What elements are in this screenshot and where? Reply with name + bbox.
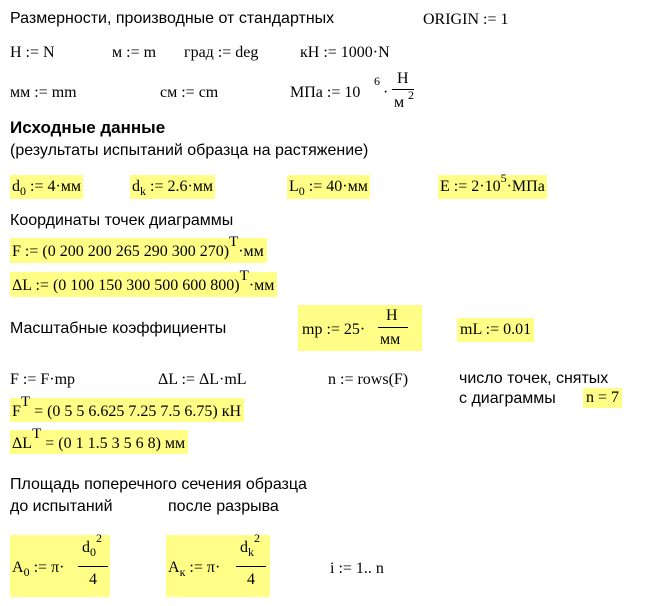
unit-degree[interactable]: град := deg: [184, 44, 259, 61]
mpa-lhs: МПа := 10: [290, 84, 361, 101]
Ak-numerator: $d_k^2$: [240, 531, 260, 559]
unit-kilonewton[interactable]: кН := 1000·N: [300, 44, 390, 61]
calc-n-rows[interactable]: n := rows(F): [328, 371, 409, 388]
A0-numerator: $d_0^2$: [82, 531, 102, 559]
mp-numerator: Н: [386, 307, 398, 324]
calc-dL-scaled[interactable]: ΔL := ΔL·mL: [158, 371, 247, 388]
input-E[interactable]: E := $2\cdot 10^5\cdot МПа$: [438, 175, 547, 199]
mpa-numerator: Н: [397, 70, 409, 87]
area-after-label: после разрыва: [168, 498, 279, 515]
formula-A0[interactable]: [10, 531, 110, 597]
dimensions-label: Размерности, производные от стандартных: [10, 10, 335, 27]
result-F-transposed[interactable]: FT = (0 5 5 6.625 7.25 7.5 6.75) кН: [10, 398, 244, 422]
input-dk[interactable]: $d_k$ := 2.6·мм: [130, 175, 215, 199]
mp-lhs: mp := 25·: [302, 321, 366, 338]
A0-denominator: 4: [89, 571, 97, 588]
input-L0[interactable]: $L_0$ := 40·мм: [287, 175, 370, 199]
Ak-denominator: 4: [247, 571, 255, 588]
unit-meter[interactable]: м := m: [112, 44, 157, 61]
Ak-fraction-bar: [236, 566, 266, 567]
formula-Ak[interactable]: [166, 531, 270, 597]
result-dL-transposed[interactable]: ΔLT = (0 1 1.5 3 5 6 8) мм: [10, 430, 188, 454]
origin-definition[interactable]: ORIGIN := 1: [423, 11, 509, 28]
unit-megapascal[interactable]: [290, 70, 430, 126]
scale-label: Масштабные коэффициенты: [10, 320, 227, 337]
input-d0[interactable]: $d_0$ := 4·мм: [10, 175, 83, 199]
mpa-den-exponent: 2: [408, 88, 414, 102]
mp-fraction-bar: [378, 327, 408, 328]
calc-F-scaled[interactable]: F := F·mp: [10, 371, 76, 388]
section-heading: Исходные данные: [10, 118, 166, 137]
A0-fraction-bar: [78, 566, 108, 567]
mpa-denominator: м: [394, 94, 405, 111]
note-from-diagram: с диаграммы: [459, 390, 556, 407]
section-subtitle: (результаты испытаний образца на растяжение): [10, 142, 369, 159]
unit-newton[interactable]: Н := N: [10, 44, 55, 61]
range-variable-i[interactable]: i := 1.. n: [330, 560, 384, 577]
coordinates-label: Координаты точек диаграммы: [10, 212, 234, 229]
unit-centimeter[interactable]: см := cm: [160, 84, 219, 101]
result-n[interactable]: n = 7: [583, 388, 622, 408]
unit-millimeter[interactable]: мм := mm: [10, 84, 77, 101]
mp-denominator: мм: [380, 331, 401, 348]
mpa-exponent: 6: [374, 74, 380, 88]
input-F-vector[interactable]: F := (0 200 200 265 290 300 270)T·мм: [10, 238, 267, 263]
A0-lhs: $A_0$ := π·: [12, 559, 65, 579]
note-points-count: число точек, снятых: [459, 370, 609, 387]
area-label: Площадь поперечного сечения образца: [10, 476, 307, 493]
mpa-dot: ·: [383, 84, 389, 101]
input-mp[interactable]: [298, 305, 422, 351]
Ak-lhs: $A_к$ := π·: [168, 559, 221, 579]
input-mL[interactable]: mL := 0.01: [457, 318, 534, 342]
area-before-label: до испытаний: [10, 498, 113, 515]
input-dL-vector[interactable]: ΔL := (0 100 150 300 500 600 800)T·мм: [10, 272, 277, 297]
